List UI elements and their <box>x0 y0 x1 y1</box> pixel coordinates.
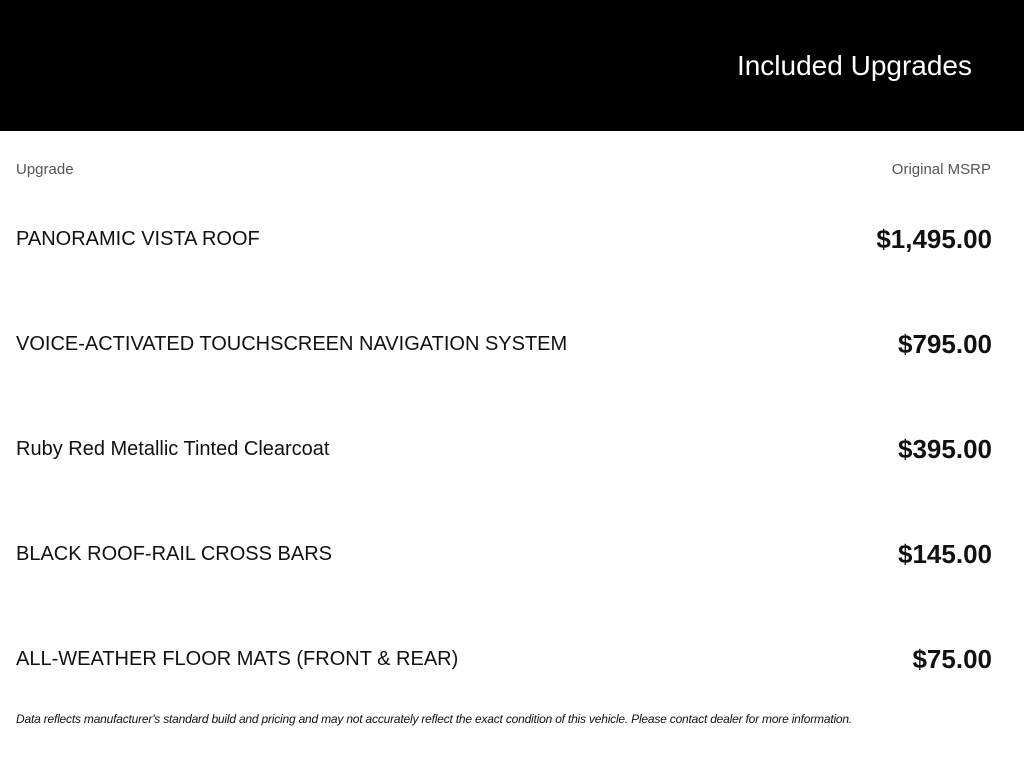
upgrade-name: Ruby Red Metallic Tinted Clearcoat <box>16 438 330 460</box>
upgrade-row <box>0 532 1024 572</box>
upgrade-row <box>0 217 1024 257</box>
upgrade-price: $395.00 <box>898 434 992 464</box>
upgrade-price: $795.00 <box>898 329 992 359</box>
column-header-msrp: Original MSRP <box>891 161 991 178</box>
upgrade-price: $75.00 <box>912 644 992 674</box>
upgrade-row <box>0 637 1024 677</box>
page-title: Included Upgrades <box>736 50 972 81</box>
upgrade-name: BLACK ROOF-RAIL CROSS BARS <box>16 543 332 565</box>
upgrade-row <box>0 322 1024 362</box>
upgrade-name: VOICE-ACTIVATED TOUCHSCREEN NAVIGATION SYSTEM <box>16 333 568 355</box>
upgrade-price: $145.00 <box>898 539 992 569</box>
column-header-upgrade: Upgrade <box>16 161 74 178</box>
upgrade-price: $1,495.00 <box>876 224 992 254</box>
upgrade-name: ALL-WEATHER FLOOR MATS (FRONT & REAR) <box>16 648 459 670</box>
upgrade-row <box>0 427 1024 467</box>
upgrade-name: PANORAMIC VISTA ROOF <box>16 228 260 250</box>
disclaimer-text: Data reflects manufacturer's standard build and pricing and may not accurately reflect the exact condition of this vehicle. Please contact dealer for more information. <box>16 712 853 726</box>
header-bar <box>0 0 1024 131</box>
